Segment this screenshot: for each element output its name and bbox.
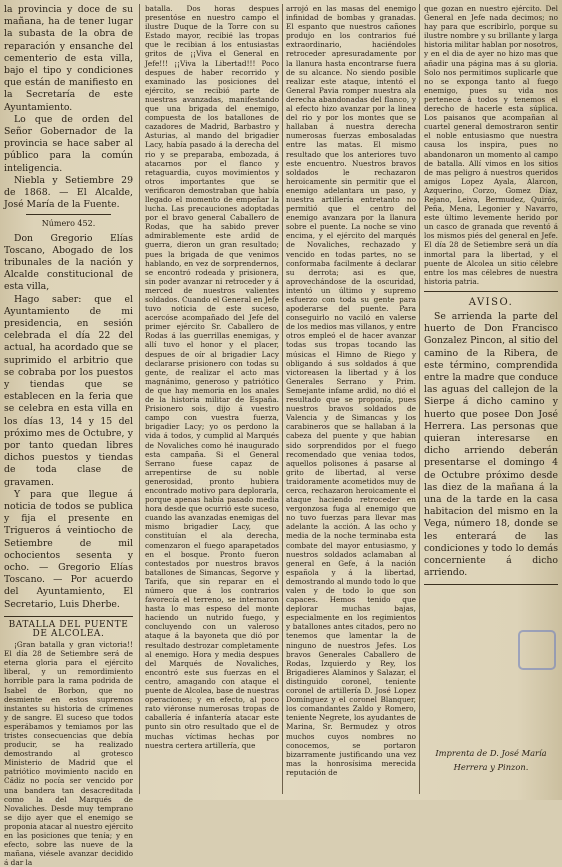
library-stamp-icon — [518, 630, 556, 670]
decree-body: Hago saber: que el Ayuntamiento de mi presidencia, en sesión celebrada el día 22 del actual, ha acordado que se suprimido el arbitrio que se cobraba por los puestos y tiendas que se establecen en la feria que se celebra en esta villa en los días 13, 14 y 15 del próximo mes de Octubre, y por tanto quedan libres dichos puestos y tiendas de toda clase de gravamen. — [4, 293, 133, 488]
governor-order: Lo que de orden del Señor Gobernador de la provincia se hace saber al público para la común inteligencia. — [4, 113, 133, 174]
decree-closing: Y para que llegue á noticia de todos se publica y fija el presente en Trigueros á veintiocho de Setiembre de mil ochocientos sesenta y ocho. — Gregorio Elías Toscano. — Por acuerdo del Ayuntamiento, El Secretario, Luis Dherbe. — [4, 488, 133, 610]
battle-text-continued: arrojó en las masas del enemigo infinidad de bombas y granadas. El espanto que nuestros cañones produjo en los contrarios fué extraordinario, haciéndoles retroceder apresuradamente por la llanura hasta encontrarse fuera de su alcance. No siendo posible realizar este ataque, intentó el General Pavia romper nuestra ala derecha abandonadas del flanco, y al efecto hizo avanzar por la linea del rio y por los montes que se hallaban á nuestra derecha numerosas fuerzas embosaladas entre las matas. El mismo resultado que los anteriores tuvo este encuentro. Nuestros bravos soldados le rechazaron heroicamente sin permitir que el enemigo adelantara un paso, y nuestra artillería entretanto no permitió que el centro del enemigo avanzara por la llanura sobre el puente. La noche se vino encima, y el ejército del marqués de Novaliches, rechazado y vencido en todas partes, no se conformaba facilmente á declarar su derrota; asi es que, aprovechándose de la oscuridad, intentó un último y supremo esfuerzo con toda su gente para apoderarse del puente. Para conseguirlo no vaciló en valerse de los medios mas villanos, y entre otros empleó el de hacer avanzar todas sus tropas tocando las músicas el Himno de Riego y obligando á sus soldados á que victoreasen la libertad y á los Generales Serrano y Prim. Semejante infame ardid, no dió el resultado que se proponía, pues nuestros bravos soldados de Valencia y de Simancas y los carabineros que se hallaban á la cabeza del puente y que habian sido sorprendidos por el fuego recomendado que veniaa todos, aquellos polisones á pasarse al grito de libertad, al verse traidoramente acometidos muy de cerca, rechazaron heroicamente el ataque haciendo retroceder en vergonzosa fuga al enemigo que no tuvo fuerzas para llevar mas adelante la acción. A las ocho y media de la noche terminaba esta combate del mayor entusiasmo, y nuestros soldados aclamaban al general en Gefe, á la nación española y á la libertad, demostrando al mundo todo lo que valen y de todo lo que son capaces. Hemos tenido que deplorar muchas bajas, especialmente en los regimientos y batallones antes citados, pero no tenemos que lamentar la de ninguno de nuestros Jefes. Los bravos Generales Caballero de Rodas, Izquierdo y Rey, los Brigadieres Alaminos y Salazar, el distinguido coronel, teniente coronel de artillería D. José Lopez Domínguez y el coronel Blanquer, los comandantes Zaldo y Romero, teniente Negrete, los ayudantes de Marina, Sr. Bermudez y otros muchos cuyos nombres no conocemos, se portaron bizarramente justificando una vez mas la honrosísima merecida reputación de — [286, 4, 416, 777]
battle-text: batalla. Dos horas despues presentóse en nuestro campo el ilustre Duque de la Torre con su Estado mayor, recibié las tropas que le recibian á los entusiastas gritos de ¡¡Viva el General en Jefe!!! ¡¡Viva la Libertad!!! Poco despues de haber recorrido y examinado las posiciones del ejército, se recibió parte de nuestras avanzadas, manifestando que una brigada del enemigo, compuesta de los batallones de cazadores de Madrid, Barbastro y Asturias, al mando del brigadier Lacy, había pasado á la derecha del rio y se preparaba, embozada, á atacarnos por el flanco y retaguardia, cuyos movimientos y otros importantes que se verificaron demostraban que había llegado el momento de empeñar la lucha. Las precauciones adoptadas por el bravo general Caballero de Rodas, que ha sabido prever admirablemente este ardid de guerra, dieron un gran resultado; pues la brigada de que venimos hablando, en vez de sorprendernos, se encontró rodeada y prisionera, sin poder avanzar ni retroceder y á merced de nuestros valientes soldados. Cuando el General en Jefe tuvo noticia de este suceso, acercóse acompañado del Jefe del primer ejército Sr. Caballero de Rodas á las guerrillas enemigas, y allí tuvo el honor y el placer, despues de oír al brigadier Lacy declararse prisionero con todas su gente, de realizar el acto mas magnánimo, generoso y patriótico de que hay memoria en los anales de la historia militar de España. Prisionero sois, dijo á vuestro campo con vuestra fuerza, brigadier Lacy; yo os perdono la vida á todos, y cumplid al Marqués de Novaliches como hé inaugurado esta campaña. Si el General Serrano fuese capaz de arrepentirse de su noble generosidad, pronto hubiera encontrado motivo para deplorarla, porque apenas había pasado media hora desde que ocurrió este suceso, cuando las avanzadas enemigas del mismo brigadier Lacy, que constituían el ala derecha, comenzaron el fuego aparapetados en el bosque. Pronto fueron contestados por nuestros bravos batallones de Simancas, Segorve y Tarifa, que sin reparar en el número que á los contrarios favorecía el terreno, se internaron hasta lo mas espeso del monte haciendo un nutrido fuego, y concluyendo con un valeroso ataque á la bayoneta que dió por resultado destrozar completamente al enemigo. Hora y media despues del Marqués de Novaliches, encontró este sus fuerzas en el centro, amagando con ataque el puente de Alcolea, base de nuestras operaciones; y en efecto, al poco rato viéronse numerosas tropas de caballería é infantería atacar este punto sin otro resultado que el de muchas víctimas hechas por nuestra certera artillería, que — [145, 4, 279, 750]
divider — [4, 616, 133, 617]
decree-header: Don Gregorio Elías Toscano, Abogado de los tribunales de la nación y Alcalde constitucional de esta villa, — [4, 232, 133, 293]
column-3 — [286, 4, 416, 796]
column-rule — [139, 4, 140, 794]
printer-line-1: Imprenta de D. José María — [435, 748, 547, 759]
column-1 — [4, 4, 133, 867]
column-rule — [282, 4, 283, 794]
column-rule — [419, 4, 420, 794]
battle-paragraph: ¡Gran batalla y gran victoria!! El día 28 de Setiembre será de eterna gloria para el ejército liberal, y un remordimiento horrible para la rama podrida de Isabel de Borbon, que no desmiente en estos supremos instantes su historia de crímenes y de sangre. El suceso que todos esperábamos y temiamos por las tristes consecuencias que debía producir, se ha realizado demostrando al grotesco Ministerio de Madrid que el patriótico movimiento nacido en Cádiz no pocía ser vencido por una bandera tan desacreditada como la del Marqués de Novaliches. Desde muy temprano se dijo ayer que el enemigo se proponia atacar al nuestro ejército en las posiciones que tenía; y en efecto, sobre las nueve de la mañana, viésele avanzar decidido á dar la — [4, 640, 133, 867]
column-2 — [145, 4, 279, 796]
notice-number: Número 452. — [41, 219, 96, 229]
divider — [424, 291, 558, 292]
printer-line-2: Herrera y Pinzon. — [453, 762, 529, 773]
divider — [424, 584, 558, 585]
aviso-body: Se arrienda la parte del huerto de Don Francisco Gonzalez Pincon, al sitio del camino de la Ribera, de este término, comprendida entre la madre que conduce las aguas del callejon de la Sierpe á dicho camino y huerto que posee Don José Herrera. Las personas que quieran interesarse en dicho arriendo deberán presentarse el domingo 4 de Octubre próximo desde las diez de la mañana á la una de la tarde en la casa habitacion del mismo en la Vega, número 18, donde se les enterará de las condiciones y todo lo demás concerniente á dicho arriendo. — [424, 311, 558, 579]
notice-signature: Niebla y Setiembre 29 de 1868. — El Alcalde, José María de la Fuente. — [4, 174, 133, 211]
cemetery-notice: la provincia y doce de su mañana, ha de tener lugar la subasta de la obra de reparación y ensanche del cementerio de esta villa, bajo el tipo y condiciones que están de manifiesto en la Secretaría de este Ayuntamiento. — [4, 4, 133, 113]
aviso-title: AVISO. — [468, 296, 514, 308]
divider — [26, 214, 111, 215]
battle-text-conclusion: que gozan en nuestro ejército. Del General en Jefe nada decimos; no hay para que escribirlo, porque su ilustre nombre y su brillante y larga historia militar hablan por nosotros, y en el dia de ayer no hizo mas que añadir una página mas á su gloria. Solo nos permitimos suplicarle que no se exponga tanto al fuego enemigo, pues su vida nos pertenece á todos y tenemos el derecho de hacerle esta súplica. Los paisanos que acompañan al cuartel general demostraron sentir el noble entusiasmo que nuestra causa los inspira, pues no abandonaron un momento al campo de batalla. Allí vimos en los sitios de mas peligro á nuestros queridos amigos Lopez Ayala, Alarcon, Azquerino, Corzo, Gomez Díaz, Rejano, Leiva, Bermudez, Quirós, Peña, Mena, Legonier y Navarro, este último levemente herido por un casco de granada que reventó á los mismos piés del general en Jefe. El día 28 de Setiembre será un día inmortal para la libertad, y el puente de Alcolea un sitio célebre entre los mas célebres de nuestra historia patria. — [424, 4, 559, 286]
column-4 — [424, 4, 558, 796]
battle-title: BATALLA DEL PUENTE DE ALCOLEA. — [8, 619, 129, 639]
